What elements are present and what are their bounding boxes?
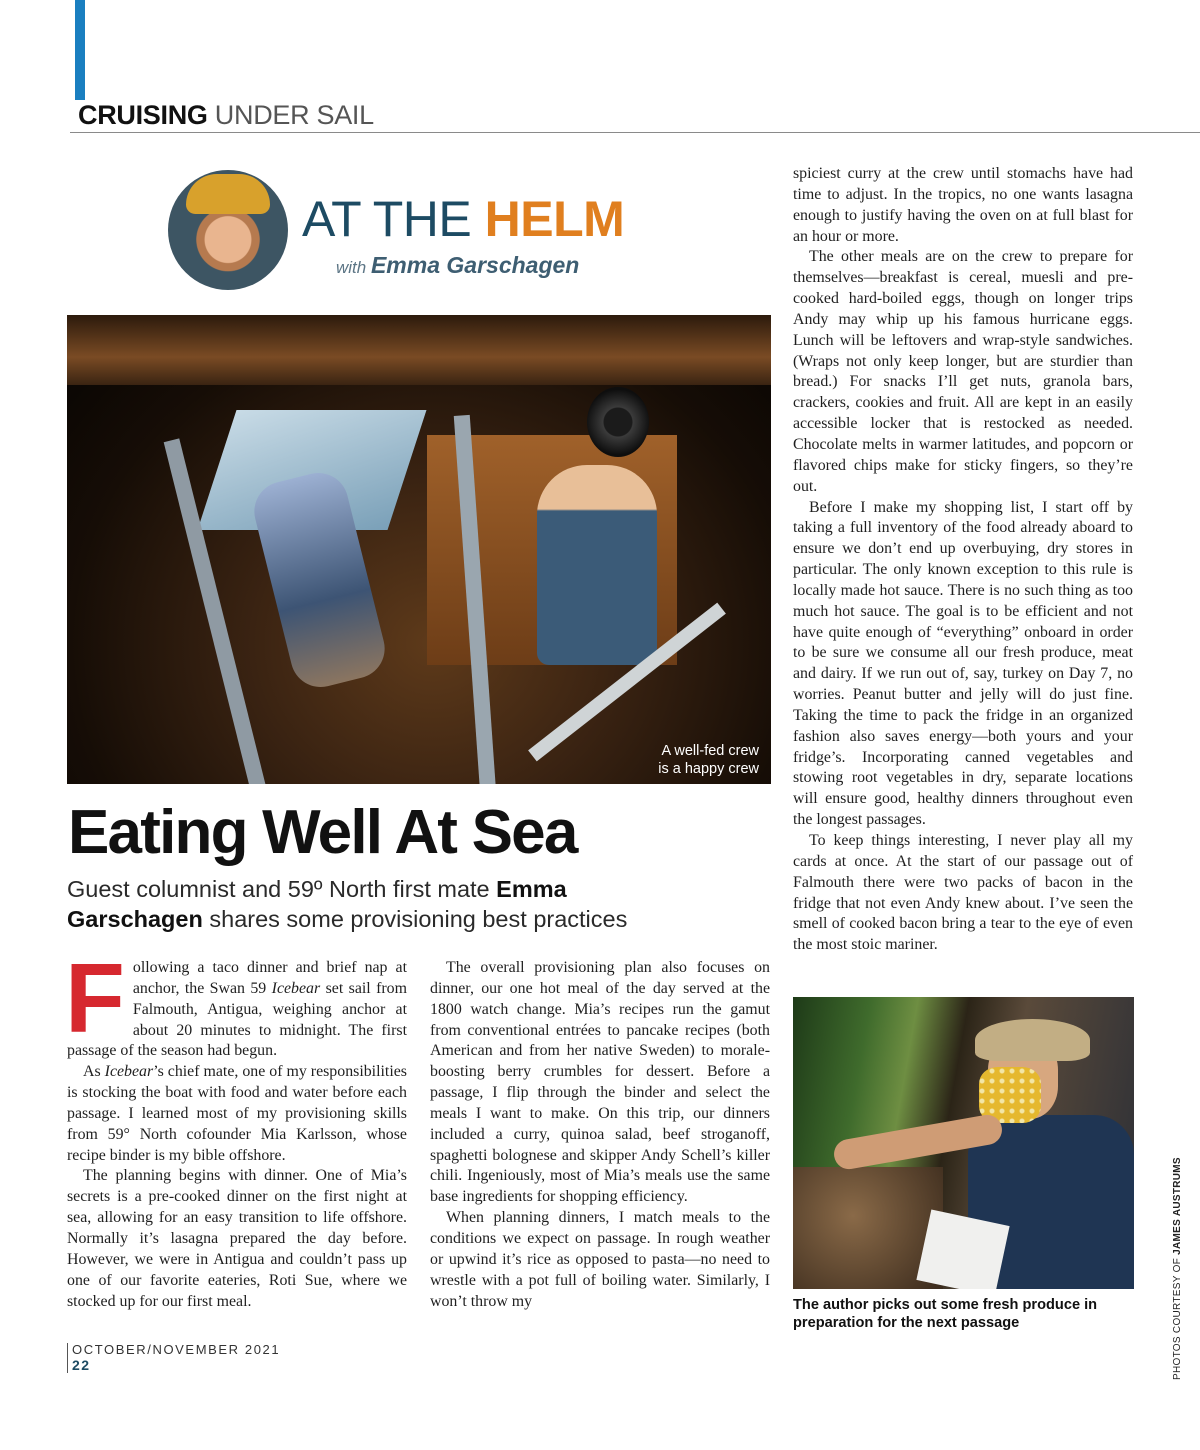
- column-title: [302, 191, 625, 247]
- body-paragraph: spiciest curry at the crew until stomachs have had time to adjust. In the tropics, no one wants lasagna enough to justify having the oven on at full blast for an hour or more.: [793, 165, 1133, 245]
- body-column-1: [65, 943, 407, 1312]
- deck-author-first: Emma: [496, 876, 567, 902]
- produce-photo: [793, 997, 1134, 1289]
- article-headline: Eating Well At Sea: [68, 798, 577, 867]
- main-photo-caption: [658, 742, 759, 778]
- issue-date: OCTOBER/NOVEMBER 2021: [72, 1342, 281, 1357]
- body-column-2: [430, 958, 770, 1312]
- body-text: ollowing a taco dinner and brief nap at anchor, the Swan 59: [132, 959, 407, 997]
- photo-credit-name: JAMES AUSTRUMS: [1172, 1157, 1183, 1255]
- column-title-plain: AT THE: [302, 191, 485, 247]
- column-byline: [336, 252, 579, 279]
- body-column-3: [793, 164, 1133, 956]
- body-paragraph: [65, 943, 407, 1062]
- body-text: ’s chief mate, one of my responsibilities is stocking the boat with food and water before each passage. I learned most of my provisioning skills from 59° North cofounder Mia Karlsson, whose recipe binder is my bible offshore.: [67, 1063, 407, 1164]
- produce-caption-line: The author picks out some fresh produce in: [793, 1297, 1098, 1313]
- main-photo-caption-line: A well-fed crew: [661, 743, 759, 759]
- drop-cap: F: [65, 943, 125, 1053]
- section-title-light: UNDER SAIL: [207, 100, 374, 130]
- photo-crew-smiling: [537, 465, 657, 665]
- body-paragraph: Before I make my shopping list, I start off by taking a full inventory of the food already aboard to ensure we don’t end up overbuying, dry stores in particular. The only known exception to this rule is locally made hot sauce. There is no such thing as too much hot sauce. The goal is to be efficient and not have quite enough of “everything” onboard in order to be sure we consume all our fresh produce, meat and dairy. If we run out of, say, turkey on Day 7, no worries. Peanut butter and jelly will do just fine. Taking the time to pack the fridge in an organized fashion also saves energy—both yours and your fridge’s. Incorporating canned vegetables and stowing root vegetables in dry, separate locations will ensure good, healthy dinners throughout even the longest passages.: [793, 498, 1133, 829]
- page-number: 22: [72, 1357, 91, 1373]
- column-byline-prefix: with: [336, 258, 371, 277]
- body-paragraph: The other meals are on the crew to prepare for themselves—breakfast is cereal, muesli and pre-cooked hard-boiled eggs, though on longer trips Andy may whip up his famous hurricane eggs. Lunch will be leftovers and wrap-style sandwiches. (Wraps not only keep longer, but are sturdier than bread.) For snacks I’ll get nuts, granola bars, crackers, cookies and fruit. All are kept in an easily accessible locker that is restocked as needed. Chocolate melts in warmer latitudes, and popcorn or flavored chips make for sticky fingers, so they’re out.: [793, 248, 1133, 495]
- boat-name: Icebear: [104, 1063, 154, 1081]
- deck-text: shares some provisioning best practices: [202, 906, 628, 932]
- photo-credit-prefix: PHOTOS COURTESY OF: [1172, 1254, 1183, 1380]
- column-title-accent: HELM: [484, 191, 625, 247]
- portrait-headscarf: [186, 174, 270, 214]
- section-title-bold: CRUISING: [78, 100, 208, 130]
- deck-text: Guest columnist and 59º North first mate: [67, 876, 497, 902]
- photo-credit: [1172, 1157, 1183, 1380]
- produce-photo-caption: [793, 1296, 1138, 1332]
- article-deck: [67, 874, 767, 934]
- deck-author-last: Garschagen: [67, 906, 203, 932]
- body-paragraph: When planning dinners, I match meals to the conditions we expect on passage. In rough weather or upwind it’s rice as opposed to pasta—no need to wrestle with a pot full of boiling water. Similarly, I won’t throw my: [430, 1209, 770, 1310]
- main-photo: [67, 315, 771, 784]
- body-text: set sail from Falmouth, Antigua, weighing anchor at about 20 minutes to midnight. The first passage of the season had begun.: [67, 979, 407, 1060]
- main-photo-caption-line: is a happy crew: [658, 761, 759, 777]
- body-text: As: [83, 1063, 105, 1081]
- header-rule: [70, 132, 1200, 133]
- produce-caption-line: preparation for the next passage: [793, 1315, 1020, 1331]
- photo-cabin-ceiling: [67, 315, 771, 385]
- boat-name: Icebear: [271, 979, 321, 997]
- section-title: [78, 100, 374, 131]
- author-portrait: [168, 170, 288, 290]
- body-paragraph: [67, 1062, 407, 1166]
- photo-cabin-fan: [587, 387, 649, 457]
- body-paragraph: The planning begins with dinner. One of Mia’s secrets is a pre-cooked dinner on the first night at sea, allowing for an easy transition to life offshore. Normally it’s lasagna prepared the day before. However, we were in Antigua and couldn’t pass up one of our favorite eateries, Roti Sue, where we stocked up for our first meal.: [67, 1167, 407, 1310]
- photo-author-cap: [975, 1019, 1090, 1061]
- footer-rule: [67, 1343, 68, 1373]
- column-byline-name: Emma Garschagen: [370, 252, 580, 278]
- body-paragraph: The overall provisioning plan also focuses on dinner, our one hot meal of the day served at the 1800 watch change. Mia’s recipes run the gamut from conventional entrées to pancake recipes (both American and from her native Sweden) to morale-boosting berry crumbles for dessert. Before a passage, I flip through the binder and select the meals I want to make. On this trip, our dinners included a curry, quinoa salad, beef stroganoff, spaghetti bolognese and skipper Andy Schell’s killer chili. Ingeniously, most of Mia’s meals use the same base ingredients for shopping efficiency.: [430, 959, 770, 1206]
- body-paragraph: To keep things interesting, I never play all my cards at once. At the start of our passage out of Falmouth there were two packs of bacon in the fridge that not even Andy knew about. I’ve seen the smell of cooked bacon bring a tear to the eye of even the most stoic mariner.: [793, 832, 1133, 954]
- section-accent-bar: [75, 0, 85, 100]
